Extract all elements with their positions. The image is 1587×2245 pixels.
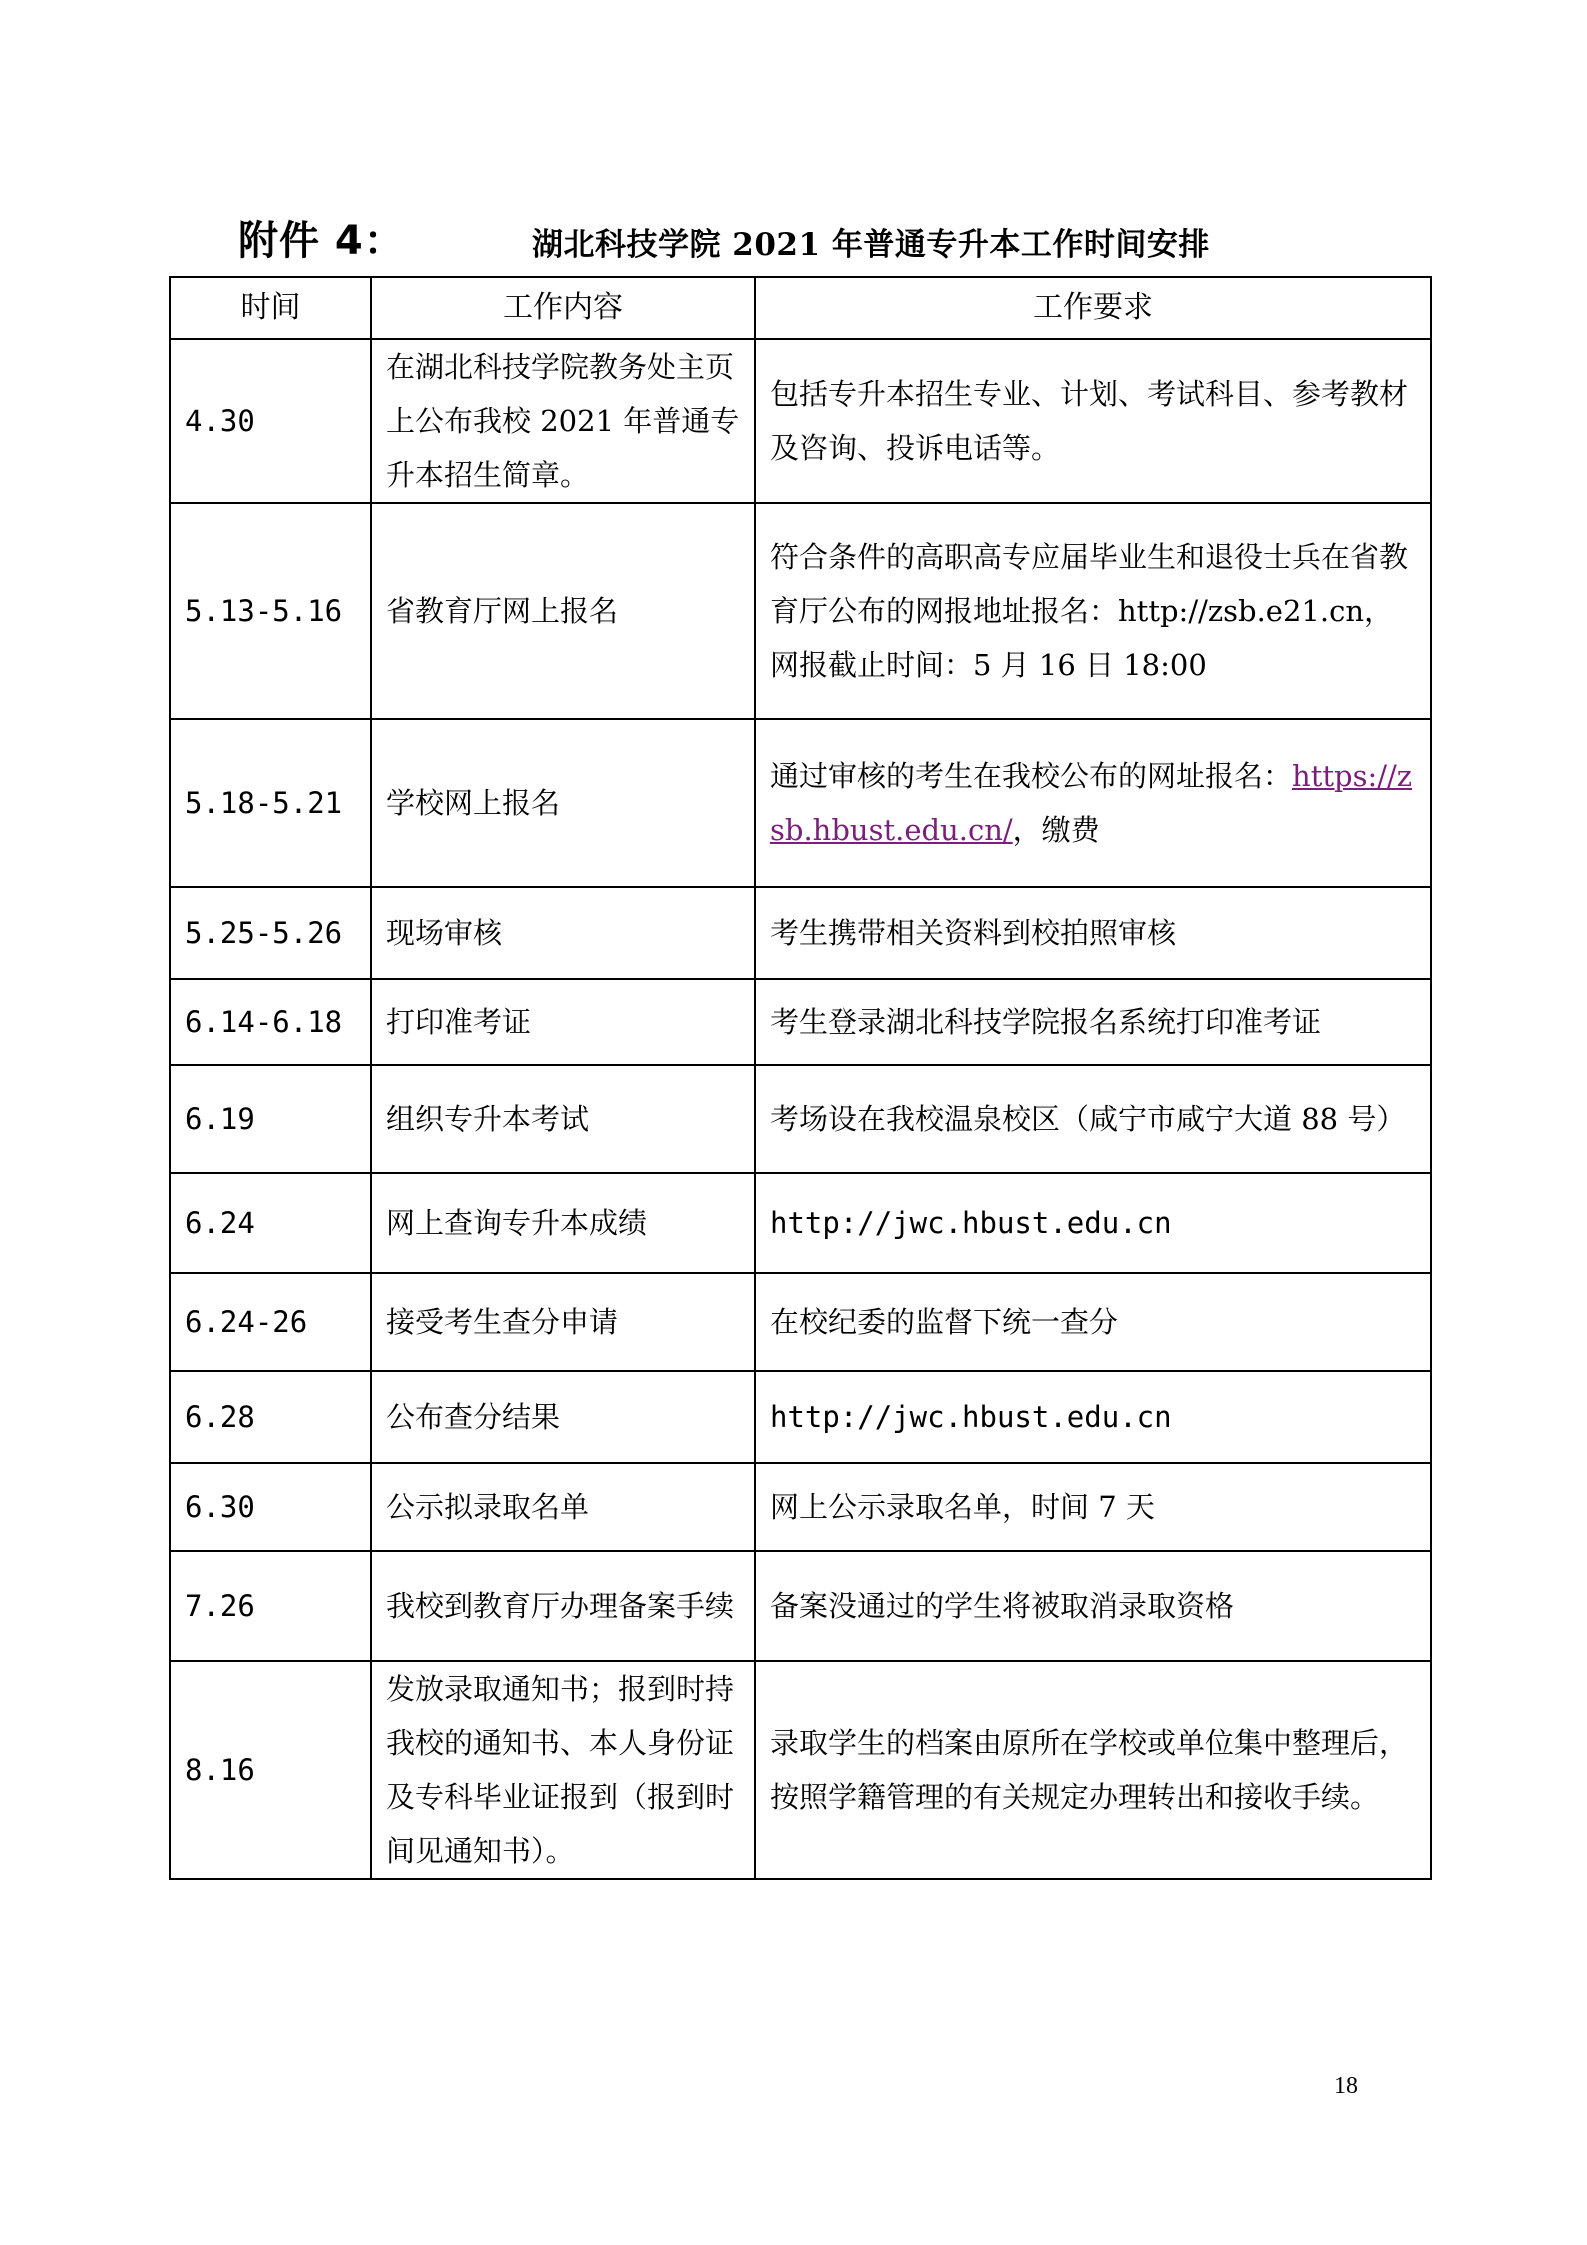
row-time: 6.19: [170, 1065, 371, 1173]
header-requirement: 工作要求: [755, 277, 1431, 339]
row-content: 我校到教育厅办理备案手续: [371, 1551, 755, 1661]
row-time: 4.30: [170, 339, 371, 503]
row-content: 学校网上报名: [371, 719, 755, 887]
row-time: 5.18-5.21: [170, 719, 371, 887]
row-content: 省教育厅网上报名: [371, 503, 755, 719]
requirement-suffix: ，缴费: [1012, 813, 1100, 847]
row-content: 组织专升本考试: [371, 1065, 755, 1173]
document-title: 湖北科技学院 2021 年普通专升本工作时间安排: [532, 227, 1210, 263]
row-content: 发放录取通知书；报到时持我校的通知书、本人身份证及专科毕业证报到（报到时间见通知书）。: [371, 1661, 755, 1879]
row-time: 7.26: [170, 1551, 371, 1661]
row-requirement: http://jwc.hbust.edu.cn: [755, 1173, 1431, 1273]
row-content: 现场审核: [371, 887, 755, 979]
header-content: 工作内容: [371, 277, 755, 339]
header-time: 时间: [170, 277, 371, 339]
row-requirement: 包括专升本招生专业、计划、考试科目、参考教材及咨询、投诉电话等。: [755, 339, 1431, 503]
document-heading: [170, 205, 1430, 275]
row-requirement: 考场设在我校温泉校区（咸宁市咸宁大道 88 号）: [755, 1065, 1431, 1173]
row-time: 5.25-5.26: [170, 887, 371, 979]
row-content: 接受考生查分申请: [371, 1273, 755, 1371]
table-row: [170, 1065, 1431, 1173]
row-requirement: 符合条件的高职高专应届毕业生和退役士兵在省教育厅公布的网报地址报名：http://zsb.e21.cn，网报截止时间：5 月 16 日 18:00: [755, 503, 1431, 719]
row-content: 打印准考证: [371, 979, 755, 1065]
row-content: 公示拟录取名单: [371, 1463, 755, 1551]
row-requirement: 考生携带相关资料到校拍照审核: [755, 887, 1431, 979]
table-row: [170, 1551, 1431, 1661]
requirement-text: 通过审核的考生在我校公布的网址报名：: [770, 759, 1293, 793]
table-row: [170, 1273, 1431, 1371]
table-row: [170, 719, 1431, 887]
row-requirement: 录取学生的档案由原所在学校或单位集中整理后，按照学籍管理的有关规定办理转出和接收手续。: [755, 1661, 1431, 1879]
row-requirement: 在校纪委的监督下统一查分: [755, 1273, 1431, 1371]
row-content: 网上查询专升本成绩: [371, 1173, 755, 1273]
attachment-label: 附件 4：: [238, 218, 405, 264]
registration-link[interactable]: https://zsb.hbust.edu.cn/: [770, 759, 1413, 847]
table-row: [170, 1173, 1431, 1273]
row-requirement: 考生登录湖北科技学院报名系统打印准考证: [755, 979, 1431, 1065]
row-requirement: [755, 719, 1431, 887]
row-time: 6.24: [170, 1173, 371, 1273]
row-time: 8.16: [170, 1661, 371, 1879]
row-time: 6.30: [170, 1463, 371, 1551]
row-requirement: 网上公示录取名单，时间 7 天: [755, 1463, 1431, 1551]
table-row: [170, 1463, 1431, 1551]
schedule-table: [169, 276, 1432, 1880]
table-row: [170, 1371, 1431, 1463]
table-header-row: [170, 277, 1431, 339]
table-row: [170, 979, 1431, 1065]
table-row: [170, 339, 1431, 503]
row-time: 6.28: [170, 1371, 371, 1463]
row-content: 在湖北科技学院教务处主页上公布我校 2021 年普通专升本招生简章。: [371, 339, 755, 503]
row-requirement: 备案没通过的学生将被取消录取资格: [755, 1551, 1431, 1661]
page-number: 18: [1334, 2073, 1358, 2099]
table-row: [170, 1661, 1431, 1879]
row-requirement: http://jwc.hbust.edu.cn: [755, 1371, 1431, 1463]
row-time: 6.14-6.18: [170, 979, 371, 1065]
table-row: [170, 503, 1431, 719]
row-time: 5.13-5.16: [170, 503, 371, 719]
row-content: 公布查分结果: [371, 1371, 755, 1463]
table-row: [170, 887, 1431, 979]
row-time: 6.24-26: [170, 1273, 371, 1371]
